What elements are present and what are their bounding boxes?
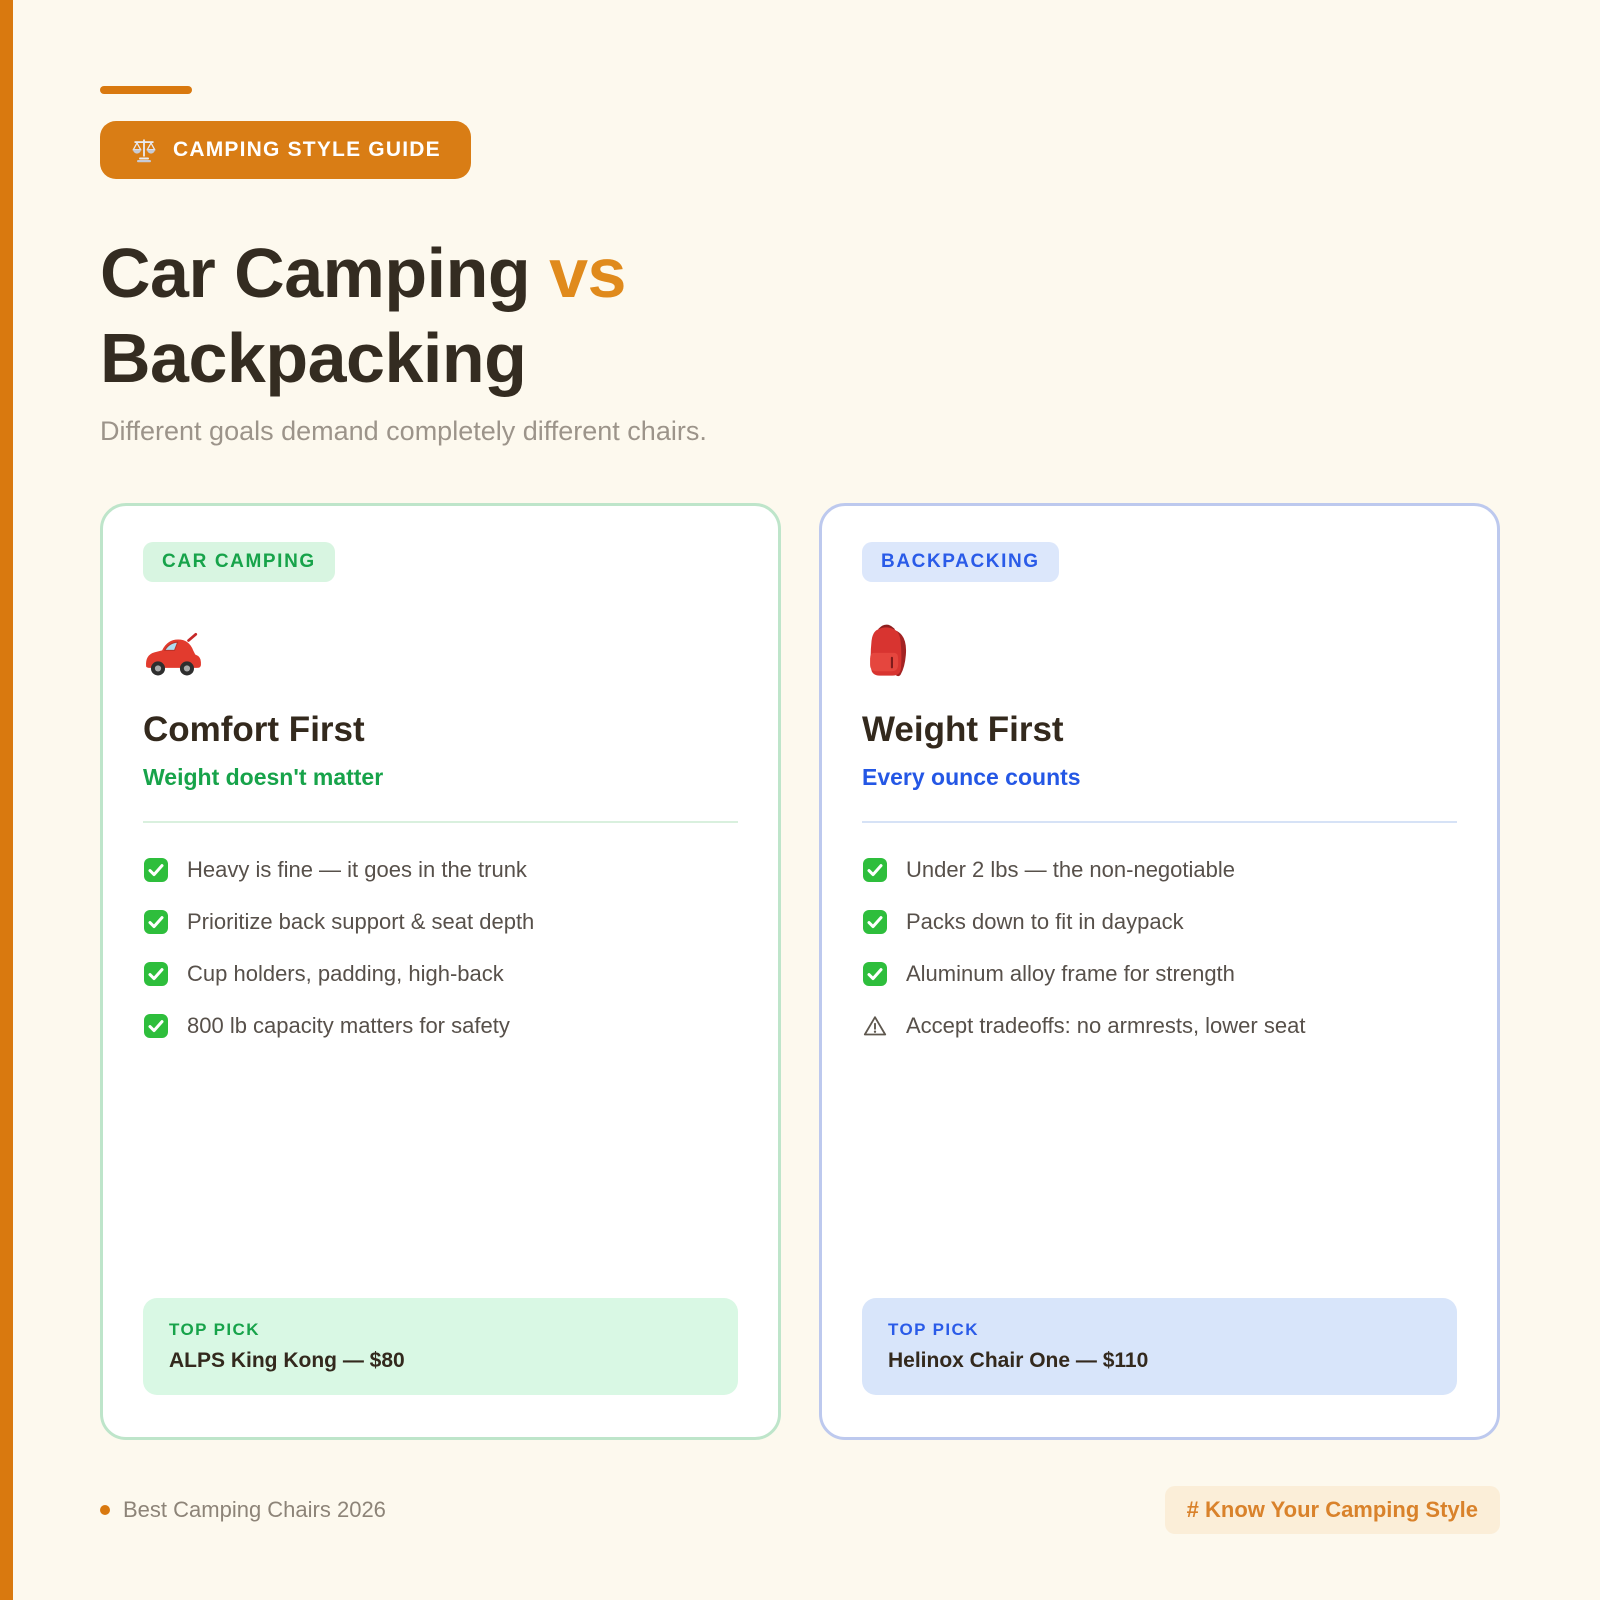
card-divider xyxy=(143,821,738,823)
check-icon xyxy=(143,857,169,883)
item-text: Prioritize back support & seat depth xyxy=(187,909,535,935)
list-item xyxy=(143,961,738,987)
card-title: Weight First xyxy=(862,710,1064,750)
list-item xyxy=(862,1013,1457,1039)
kicker-label: CAMPING STYLE GUIDE xyxy=(173,138,441,161)
title-part1: Car Camping xyxy=(100,234,531,312)
top-pick-value: ALPS King Kong — $80 xyxy=(169,1349,405,1373)
check-icon xyxy=(862,857,888,883)
accent-line xyxy=(100,86,192,94)
kicker-badge xyxy=(100,121,471,179)
card-tagline: Every ounce counts xyxy=(862,764,1081,791)
item-text: 800 lb capacity matters for safety xyxy=(187,1013,510,1039)
backpack-icon xyxy=(862,622,1457,680)
warning-icon xyxy=(862,1013,888,1039)
spacer xyxy=(862,1039,1457,1298)
footer-hashtag-badge: # Know Your Camping Style xyxy=(1165,1486,1500,1534)
item-text: Accept tradeoffs: no armrests, lower seat xyxy=(906,1013,1306,1039)
card-tag: CAR CAMPING xyxy=(143,542,335,582)
top-pick-value: Helinox Chair One — $110 xyxy=(888,1349,1149,1373)
footer xyxy=(100,1486,1500,1534)
car-icon xyxy=(143,622,738,680)
feature-list xyxy=(143,857,738,1039)
bullet-dot-icon xyxy=(100,1505,110,1515)
page-subtitle: Different goals demand completely different chairs. xyxy=(100,416,707,447)
footer-source-text: Best Camping Chairs 2026 xyxy=(123,1497,386,1523)
item-text: Cup holders, padding, high-back xyxy=(187,961,504,987)
top-pick-label: TOP PICK xyxy=(888,1320,979,1340)
card-tagline: Weight doesn't matter xyxy=(143,764,384,791)
top-pick-box xyxy=(143,1298,738,1395)
balance-scale-icon xyxy=(130,136,158,164)
feature-list xyxy=(862,857,1457,1039)
top-pick-box xyxy=(862,1298,1457,1395)
item-text: Packs down to fit in daypack xyxy=(906,909,1184,935)
comparison-cards xyxy=(100,503,1500,1440)
left-accent-bar xyxy=(0,0,13,1600)
card-car-camping xyxy=(100,503,781,1440)
item-text: Aluminum alloy frame for strength xyxy=(906,961,1235,987)
check-icon xyxy=(862,909,888,935)
item-text: Heavy is fine — it goes in the trunk xyxy=(187,857,527,883)
check-icon xyxy=(143,909,169,935)
list-item xyxy=(862,961,1457,987)
card-backpacking xyxy=(819,503,1500,1440)
check-icon xyxy=(862,961,888,987)
list-item xyxy=(143,857,738,883)
card-title: Comfort First xyxy=(143,710,365,750)
list-item xyxy=(862,909,1457,935)
spacer xyxy=(143,1039,738,1298)
title-vs: vs xyxy=(549,234,626,312)
check-icon xyxy=(143,961,169,987)
list-item xyxy=(862,857,1457,883)
item-text: Under 2 lbs — the non-negotiable xyxy=(906,857,1235,883)
footer-source xyxy=(100,1497,386,1523)
list-item xyxy=(143,909,738,935)
card-divider xyxy=(862,821,1457,823)
list-item xyxy=(143,1013,738,1039)
title-line2: Backpacking xyxy=(100,318,527,397)
top-pick-label: TOP PICK xyxy=(169,1320,260,1340)
card-tag: BACKPACKING xyxy=(862,542,1059,582)
check-icon xyxy=(143,1013,169,1039)
page-title xyxy=(100,231,1500,400)
